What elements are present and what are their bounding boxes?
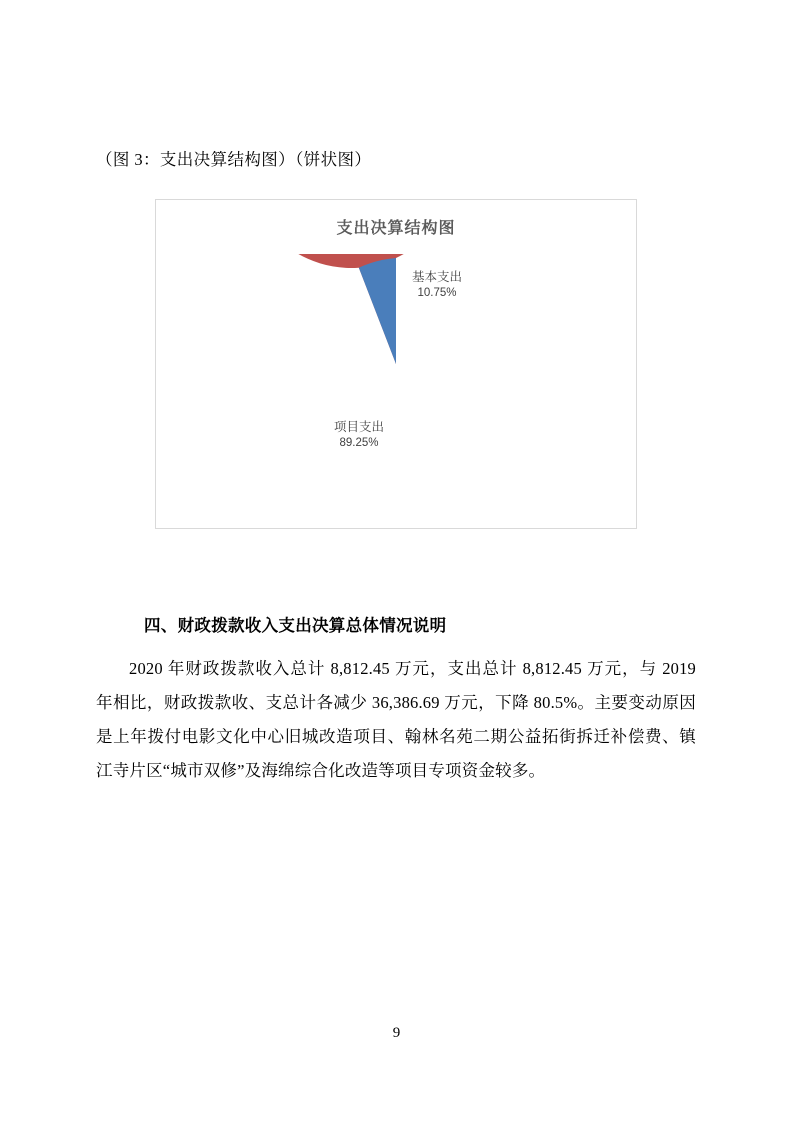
pie-chart xyxy=(286,254,506,474)
pie-label-project-name: 项目支出 xyxy=(334,420,385,434)
figure-caption: （图 3：支出决算结构图）（饼状图） xyxy=(96,150,372,169)
pie-label-project-value: 89.25% xyxy=(339,436,379,449)
section-heading: 四、财政拨款收入支出决算总体情况说明 xyxy=(144,617,447,635)
pie-label-basic-name: 基本支出 xyxy=(412,270,463,284)
pie-label-basic xyxy=(412,270,462,300)
pie-slice-basic xyxy=(359,258,396,364)
chart-title: 支出决算结构图 xyxy=(336,220,456,237)
pie-label-project xyxy=(334,420,384,450)
page-number: 9 xyxy=(392,1025,401,1041)
pie-chart-container xyxy=(155,199,637,529)
body-paragraph: 2020 年财政拨款收入总计 8,812.45 万元，支出总计 8,812.45 万元，与 2019 年相比，财政拨款收、支总计各减少 36,386.69 万元，下降 80.5%。主要变动原因是上年拨付电影文化中心旧城改造项目、翰林名苑二期公益拓街拆迁补偿费、镇江寺片区“城市双修”及海绵综合化改造等项目专项资金较多。 xyxy=(96,659,696,780)
pie-label-basic-value: 10.75% xyxy=(417,286,457,299)
pie-chart-svg xyxy=(286,254,506,474)
